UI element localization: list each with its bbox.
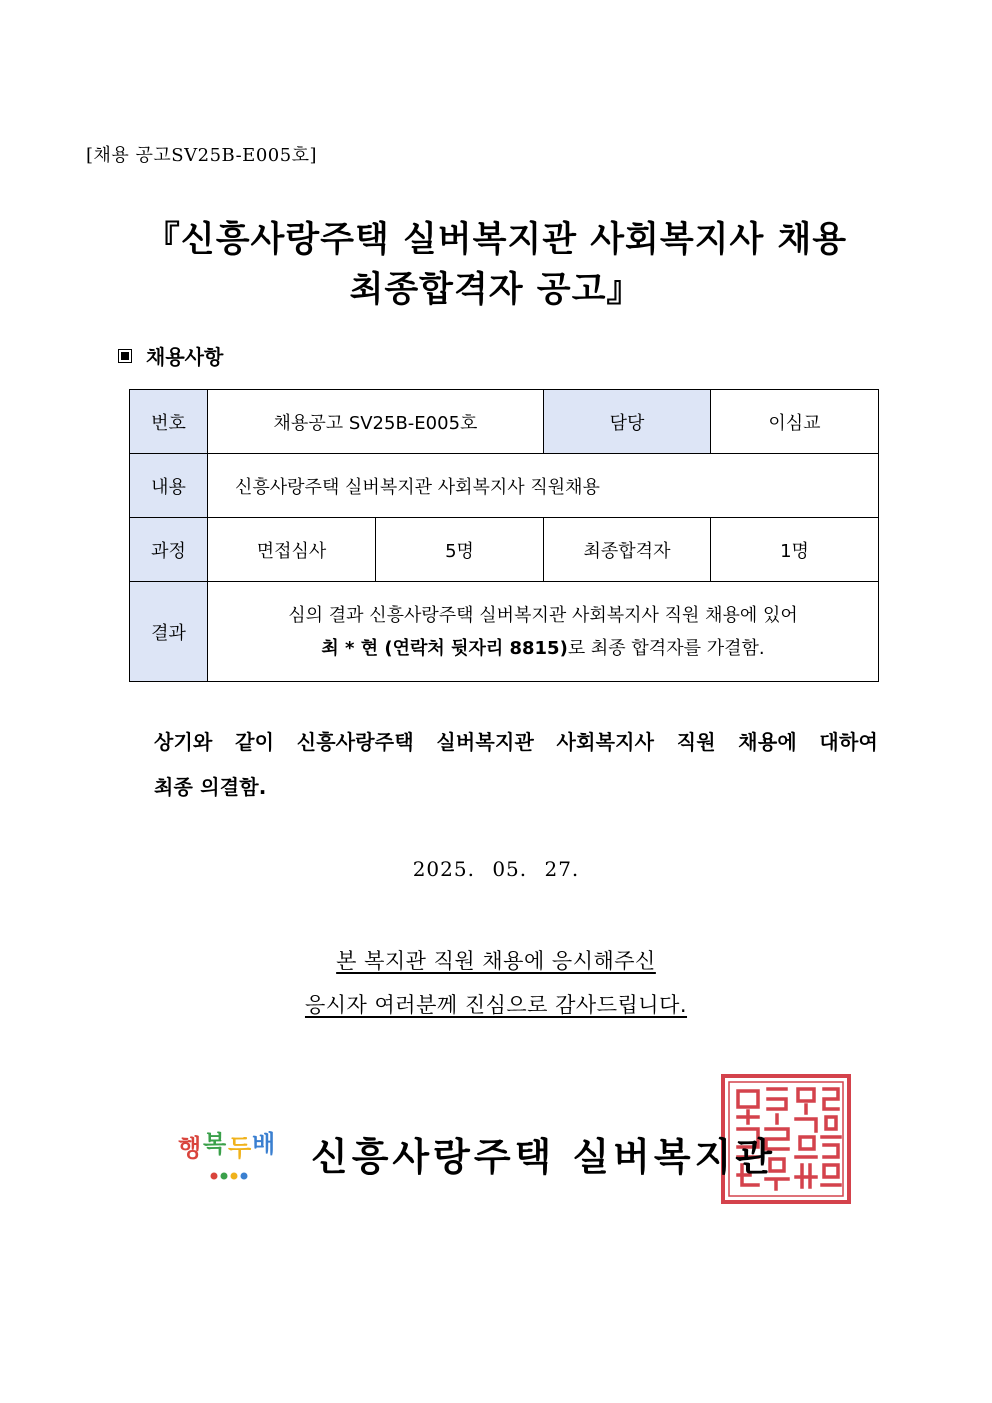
- document-date: 2025. 05. 27.: [412, 857, 580, 881]
- result-line2: [208, 632, 878, 665]
- happiness-logo-icon: [176, 1114, 280, 1186]
- result-label-cell: 결과: [130, 582, 208, 682]
- svg-text:배: 배: [252, 1130, 276, 1158]
- organization-name: 신흥사랑주택 실버복지관: [311, 1135, 777, 1179]
- recruitment-info-table: [129, 389, 879, 682]
- result-line2-rest: 로 최종 합격자를 가결함.: [567, 637, 765, 659]
- manager-value-cell: 이심교: [711, 390, 879, 454]
- process-label-cell: 과정: [130, 518, 208, 582]
- body-line2: 최종 의결함.: [154, 775, 267, 799]
- section-heading-label: 채용사항: [146, 345, 224, 369]
- body-line1: 상기와 같이 신흥사랑주택 실버복지관 사회복지사 직원 채용에 대하여: [154, 730, 878, 754]
- number-value-cell: 채용공고 SV25B-E005호: [208, 390, 544, 454]
- notice-number: [채용 공고SV25B-E005호]: [86, 145, 318, 166]
- table-row: [130, 518, 879, 582]
- svg-text:두: 두: [228, 1134, 252, 1162]
- square-bullet-icon: [118, 349, 132, 363]
- number-label-cell: 번호: [130, 390, 208, 454]
- manager-label-cell: 담당: [544, 390, 711, 454]
- document-title-line2: 최종합격자 공고』: [349, 270, 643, 310]
- document-title-line1: 『신흥사랑주택 실버복지관 사회복지사 채용: [144, 220, 848, 260]
- section-heading: [118, 341, 223, 370]
- final-count-cell: 1명: [711, 518, 879, 582]
- final-label-cell: 최종합격자: [544, 518, 711, 582]
- table-row: [130, 454, 879, 518]
- thanks-line1: 본 복지관 직원 채용에 응시해주신: [336, 949, 656, 973]
- interview-label-cell: 면접심사: [208, 518, 376, 582]
- result-line1: 심의 결과 신흥사랑주택 실버복지관 사회복지사 직원 채용에 있어: [288, 604, 798, 626]
- winner-info: 최 * 현 (연락처 뒷자리 8815): [321, 637, 568, 659]
- content-label-cell: 내용: [130, 454, 208, 518]
- interview-count-cell: 5명: [376, 518, 544, 582]
- table-row: [130, 582, 879, 682]
- svg-text:복: 복: [203, 1130, 227, 1158]
- thanks-line2: 응시자 여러분께 진심으로 감사드립니다.: [304, 993, 688, 1017]
- svg-text:행: 행: [178, 1134, 202, 1162]
- result-value-cell: [208, 582, 879, 682]
- content-value-cell: 신흥사랑주택 실버복지관 사회복지사 직원채용: [208, 454, 879, 518]
- table-row: [130, 390, 879, 454]
